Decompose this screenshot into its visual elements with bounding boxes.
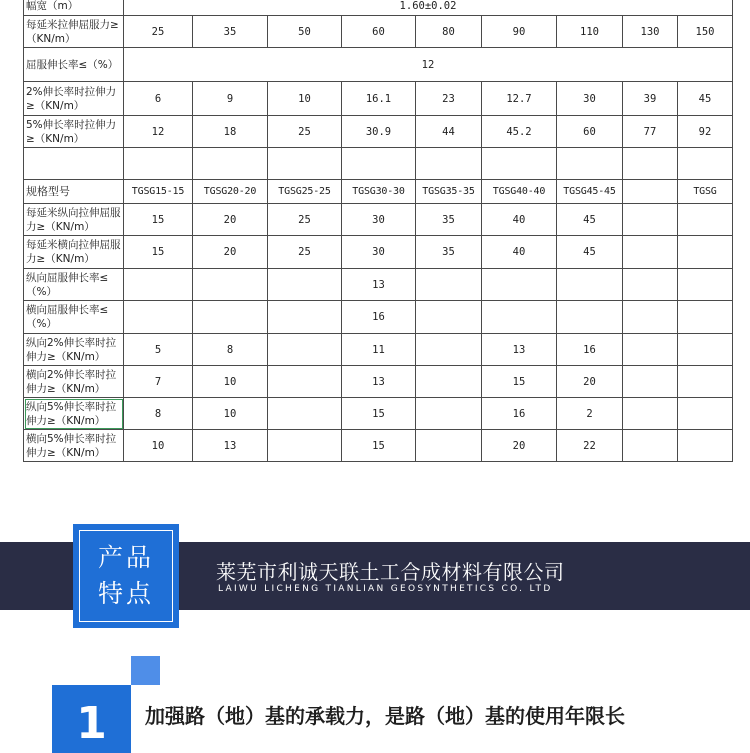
cell-value xyxy=(678,398,733,430)
cell-value: 12 xyxy=(124,116,193,148)
cell-value: 23 xyxy=(416,82,482,116)
cell-value xyxy=(268,430,342,462)
cell-value: 12.7 xyxy=(482,82,557,116)
cell-value: 13 xyxy=(342,269,416,301)
row-label: 规格型号 xyxy=(24,180,124,204)
decorative-square xyxy=(131,656,160,685)
cell-value xyxy=(268,366,342,398)
blank-row xyxy=(24,148,733,180)
row-label: 屈服伸长率≤（%） xyxy=(24,48,124,82)
cell-value: 45.2 xyxy=(482,116,557,148)
tag-frame xyxy=(79,530,173,622)
cell-value xyxy=(416,430,482,462)
cell-value: 11 xyxy=(342,334,416,366)
cell-value: 5 xyxy=(124,334,193,366)
cell-value: 80 xyxy=(416,16,482,48)
row-label: 横向2%伸长率时拉伸力≥（KN/m） xyxy=(24,366,124,398)
cell-value: 10 xyxy=(193,398,268,430)
cell-value: 8 xyxy=(193,334,268,366)
cell-value: 10 xyxy=(193,366,268,398)
cell-value: 25 xyxy=(124,16,193,48)
table-row xyxy=(24,16,733,48)
cell-value xyxy=(678,236,733,269)
table-row xyxy=(24,82,733,116)
row-label: 幅宽（m） xyxy=(24,0,124,16)
cell-value: 10 xyxy=(124,430,193,462)
cell-value xyxy=(678,366,733,398)
cell-value: 13 xyxy=(342,366,416,398)
cell-value: 60 xyxy=(557,116,623,148)
cell-value: 16 xyxy=(557,334,623,366)
cell-value: 13 xyxy=(482,334,557,366)
model-cell: TGSG25-25 xyxy=(268,180,342,204)
cell-value: 20 xyxy=(557,366,623,398)
feature-number-badge: 1 xyxy=(52,685,131,753)
model-cell: TGSG45-45 xyxy=(557,180,623,204)
model-cell: TGSG xyxy=(678,180,733,204)
cell-value: 13 xyxy=(193,430,268,462)
model-cell xyxy=(623,180,678,204)
cell-value: 30 xyxy=(557,82,623,116)
cell-value: 45 xyxy=(557,236,623,269)
cell-value: 130 xyxy=(623,16,678,48)
model-header-row xyxy=(24,180,733,204)
table-row xyxy=(24,204,733,236)
cell-value: 20 xyxy=(193,236,268,269)
cell-value xyxy=(416,366,482,398)
cell-value xyxy=(623,366,678,398)
model-cell: TGSG35-35 xyxy=(416,180,482,204)
table-row xyxy=(24,430,733,462)
cell-value: 15 xyxy=(342,430,416,462)
cell-value: 9 xyxy=(193,82,268,116)
row-label: 每延米拉伸屈服力≥（KN/m） xyxy=(24,16,124,48)
cell-value: 15 xyxy=(124,236,193,269)
cell-value: 18 xyxy=(193,116,268,148)
cell-value: 35 xyxy=(193,16,268,48)
cell-value: 77 xyxy=(623,116,678,148)
table-row xyxy=(24,334,733,366)
table-row xyxy=(24,0,733,16)
cell-value: 50 xyxy=(268,16,342,48)
row-label: 纵向屈服伸长率≤（%） xyxy=(24,269,124,301)
cell-value: 39 xyxy=(623,82,678,116)
cell-value: 35 xyxy=(416,204,482,236)
cell-value: 2 xyxy=(557,398,623,430)
row-label: 每延米横向拉伸屈服力≥（KN/m） xyxy=(24,236,124,269)
cell-value: 16 xyxy=(482,398,557,430)
cell-value xyxy=(623,236,678,269)
table-row xyxy=(24,398,733,430)
table-row xyxy=(24,116,733,148)
cell-value: 22 xyxy=(557,430,623,462)
cell-value: 30 xyxy=(342,204,416,236)
cell-value: 35 xyxy=(416,236,482,269)
cell-value xyxy=(623,334,678,366)
cell-value xyxy=(623,204,678,236)
cell-value: 10 xyxy=(268,82,342,116)
feature-text: 加强路（地）基的承载力，是路（地）基的使用年限长 xyxy=(145,704,625,728)
cell-value xyxy=(268,398,342,430)
cell-value: 110 xyxy=(557,16,623,48)
cell-value: 44 xyxy=(416,116,482,148)
cell-value xyxy=(623,398,678,430)
tag-line-2: 特点 xyxy=(97,579,154,608)
row-label: 纵向2%伸长率时拉伸力≥（KN/m） xyxy=(24,334,124,366)
cell-value xyxy=(678,204,733,236)
row-label: 横向屈服伸长率≤（%） xyxy=(24,301,124,334)
spec-table xyxy=(23,0,733,462)
cell-value: 150 xyxy=(678,16,733,48)
cell-value: 25 xyxy=(268,204,342,236)
row-label: 横向5%伸长率时拉伸力≥（KN/m） xyxy=(24,430,124,462)
cell-value: 25 xyxy=(268,236,342,269)
cell-value: 45 xyxy=(678,82,733,116)
cell-value: 45 xyxy=(557,204,623,236)
cell-value: 25 xyxy=(268,116,342,148)
table-row xyxy=(24,48,733,82)
cell-value: 16 xyxy=(342,301,416,334)
cell-value: 6 xyxy=(124,82,193,116)
company-name-en: LAIWU LICHENG TIANLIAN GEOSYNTHETICS CO. LTD xyxy=(218,584,553,594)
row-label: 纵向5%伸长率时拉伸力≥（KN/m） xyxy=(24,398,124,430)
cell-value: 7 xyxy=(124,366,193,398)
cell-value: 20 xyxy=(482,430,557,462)
row-label: 2%伸长率时拉伸力≥（KN/m） xyxy=(24,82,124,116)
row-label: 每延米纵向拉伸屈服力≥（KN/m） xyxy=(24,204,124,236)
cell-value: 15 xyxy=(482,366,557,398)
company-name-cn: 莱芜市利诚天联土工合成材料有限公司 xyxy=(216,560,565,584)
cell-value: 92 xyxy=(678,116,733,148)
cell-value xyxy=(416,334,482,366)
table-row xyxy=(24,366,733,398)
cell-value: 15 xyxy=(342,398,416,430)
cell-value xyxy=(678,430,733,462)
cell-value: 30 xyxy=(342,236,416,269)
cell-value xyxy=(678,334,733,366)
cell-value xyxy=(416,398,482,430)
cell-value xyxy=(623,430,678,462)
model-cell: TGSG20-20 xyxy=(193,180,268,204)
cell-value: 1.60±0.02 xyxy=(124,0,733,16)
cell-value: 12 xyxy=(124,48,733,82)
cell-value: 60 xyxy=(342,16,416,48)
cell-value: 90 xyxy=(482,16,557,48)
table-row xyxy=(24,269,733,301)
tag-line-1: 产品 xyxy=(97,543,154,572)
cell-value: 15 xyxy=(124,204,193,236)
cell-value: 40 xyxy=(482,204,557,236)
cell-value: 16.1 xyxy=(342,82,416,116)
cell-value: 30.9 xyxy=(342,116,416,148)
cell-value: 40 xyxy=(482,236,557,269)
cell-value xyxy=(268,334,342,366)
table-row xyxy=(24,301,733,334)
model-cell: TGSG15-15 xyxy=(124,180,193,204)
table-row xyxy=(24,236,733,269)
model-cell: TGSG30-30 xyxy=(342,180,416,204)
row-label: 5%伸长率时拉伸力≥（KN/m） xyxy=(24,116,124,148)
model-cell: TGSG40-40 xyxy=(482,180,557,204)
cell-value: 20 xyxy=(193,204,268,236)
cell-value: 8 xyxy=(124,398,193,430)
product-features-tag xyxy=(73,524,179,628)
